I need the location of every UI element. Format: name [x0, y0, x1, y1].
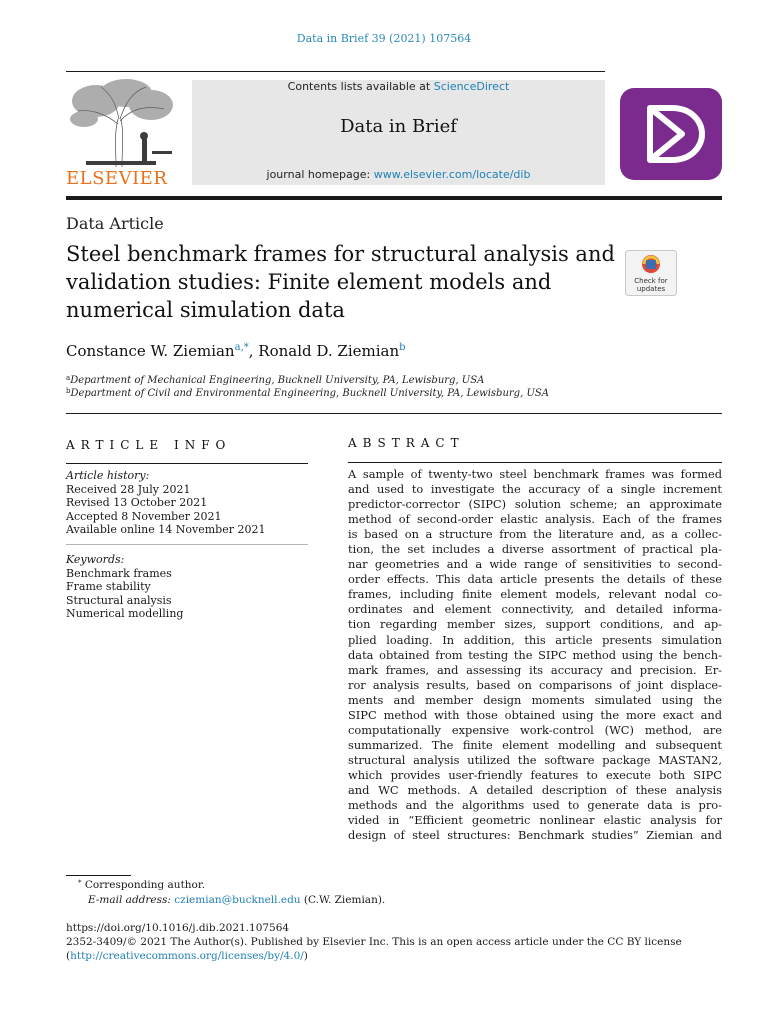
abstract-rule: [348, 462, 722, 463]
abstract-line: which provides user-friendly features to execute both SIPC: [348, 767, 722, 782]
keyword-item: Frame stability: [66, 580, 151, 594]
history-item: Received 28 July 2021: [66, 482, 191, 496]
abstract-line: is based on a structure from the literature and, as a collec-: [348, 527, 722, 542]
affiliation-text: Department of Mechanical Engineering, Bucknell University, PA, Lewisburg, USA: [70, 375, 485, 386]
keyword-item: Benchmark frames: [66, 566, 172, 580]
author-affil-marker[interactable]: a,*: [234, 342, 249, 353]
data-in-brief-logo: [620, 88, 722, 180]
keywords-label: Keywords:: [66, 553, 125, 566]
check-updates-line1: Check for: [634, 277, 668, 285]
abstract-line: ments and member design moments simulated using the: [348, 692, 722, 707]
abstract-body: [348, 467, 722, 843]
abstract-line: methods and the algorithms used to generate data is pro-: [348, 798, 722, 813]
keyword-item: Numerical modelling: [66, 607, 184, 621]
abstract-line: ror analysis results, based on comparisons of joint displace-: [348, 677, 722, 692]
abstract-line: vided in “Efficient geometric nonlinear elastic analysis for: [348, 813, 722, 828]
license-paren: ): [303, 950, 308, 962]
history-item: Revised 13 October 2021: [66, 496, 208, 510]
abstract-line: plied loading. In addition, this article presents simulation: [348, 632, 722, 647]
corresponding-author-note: [78, 879, 205, 891]
abstract-heading: ABSTRACT: [348, 436, 465, 450]
abstract-line: method of second-order elastic analysis. Each of the frames: [348, 512, 722, 527]
affiliation-b: [66, 387, 549, 399]
journal-title: Data in Brief: [340, 116, 457, 137]
check-updates-line2: updates: [636, 285, 666, 293]
abstract-line: mark frames, and assessing its accuracy and precision. Er-: [348, 662, 722, 677]
email-label: E-mail address:: [88, 894, 175, 906]
corresponding-author-text: Corresponding author.: [84, 879, 206, 891]
abstract-line: design of steel structures: Benchmark studies” Ziemian and: [348, 828, 722, 843]
doi-link[interactable]: https://doi.org/10.1016/j.dib.2021.107564: [66, 922, 290, 934]
author-name: Constance W. Ziemian: [66, 342, 235, 360]
affiliation-marker: b: [66, 387, 71, 395]
footnote-marker: *: [78, 879, 82, 887]
elsevier-tree-logo: [66, 78, 176, 170]
abstract-line: computationally expensive work-control (WC) method, are: [348, 722, 722, 737]
history-label: Article history:: [66, 469, 150, 482]
affiliation-rule: [66, 413, 722, 414]
article-title: Steel benchmark frames for structural analysis and validation studies: Finite element models and numerical simulation data: [66, 242, 615, 322]
history-item: Available online 14 November 2021: [66, 523, 266, 537]
journal-citation[interactable]: Data in Brief 39 (2021) 107564: [296, 32, 472, 45]
article-history: [66, 469, 308, 537]
license-paren: (: [66, 950, 71, 962]
check-for-updates-badge[interactable]: [625, 250, 677, 296]
affiliation-a: [66, 374, 484, 386]
abstract-line: tion, the set includes a diverse assortment of practical pla-: [348, 542, 722, 557]
author-separator: ,: [248, 342, 259, 360]
author-list: [66, 342, 406, 360]
header-thick-rule: [66, 196, 722, 200]
homepage-prefix: journal homepage:: [266, 168, 374, 181]
copyright-line: 2352-3409/© 2021 The Author(s). Published by Elsevier Inc. This is an open access article under the CC BY license: [66, 936, 682, 948]
affiliation-text: Department of Civil and Environmental Engineering, Bucknell University, PA, Lewisburg, USA: [70, 388, 549, 399]
article-info-rule: [66, 463, 308, 464]
abstract-line: order effects. This data article presents the details of these: [348, 572, 722, 587]
history-item: Accepted 8 November 2021: [66, 509, 222, 523]
abstract-line: nar geometries and a wide range of sensitivities to second-: [348, 557, 722, 572]
elsevier-wordmark: ELSEVIER: [66, 168, 168, 189]
top-rule: [66, 71, 605, 72]
abstract-line: frames, including finite element models, relevant nodal co-: [348, 587, 722, 602]
keyword-item: Structural analysis: [66, 593, 172, 607]
email-suffix: (C.W. Ziemian).: [300, 894, 386, 906]
homepage-line: [192, 168, 605, 181]
article-info-heading: ARTICLE INFO: [66, 438, 232, 452]
abstract-line: structural analysis utilized the software package MASTAN2,: [348, 752, 722, 767]
keywords-rule: [66, 544, 308, 545]
homepage-link[interactable]: www.elsevier.com/locate/dib: [373, 168, 531, 181]
journal-banner: [192, 80, 605, 185]
author-affil-marker[interactable]: b: [399, 342, 406, 353]
contents-line: [192, 80, 605, 93]
abstract-line: data obtained from testing the SIPC method using the bench-: [348, 647, 722, 662]
email-note: [88, 894, 385, 906]
affiliation-marker: a: [66, 374, 71, 382]
footnote-rule: [66, 875, 131, 876]
license-link[interactable]: http://creativecommons.org/licenses/by/4.0/: [70, 950, 304, 962]
keywords: [66, 553, 308, 621]
email-link[interactable]: cziemian@bucknell.edu: [174, 894, 301, 906]
abstract-line: tion regarding member sizes, support conditions, and ap-: [348, 617, 722, 632]
sciencedirect-link[interactable]: ScienceDirect: [433, 80, 510, 93]
abstract-line: and WC methods. A detailed description of these analysis: [348, 782, 722, 797]
article-type: Data Article: [66, 214, 164, 233]
contents-prefix: Contents lists available at: [287, 80, 434, 93]
abstract-line: SIPC method with those obtained using the more exact and: [348, 707, 722, 722]
abstract-line: ordinates and element connectivity, and detailed informa-: [348, 602, 722, 617]
abstract-line: predictor-corrector (SIPC) solution scheme; an approximate: [348, 497, 722, 512]
author-name: Ronald D. Ziemian: [258, 342, 400, 360]
abstract-line: A sample of twenty-two steel benchmark frames was formed: [348, 467, 722, 481]
abstract-line: summarized. The finite element modelling and subsequent: [348, 737, 722, 752]
abstract-line: and used to investigate the accuracy of a single increment: [348, 482, 722, 497]
license-line: [66, 950, 308, 962]
